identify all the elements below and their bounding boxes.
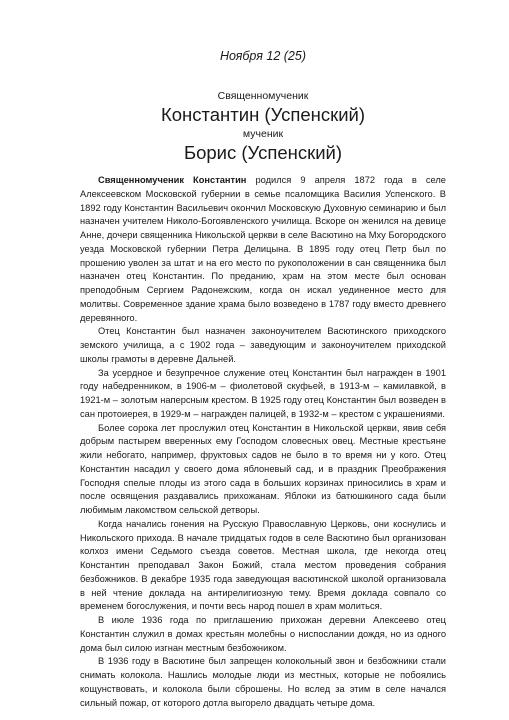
paragraph: В 1936 году в Васютине был запрещен колокольный звон и безбожники стали снимать колокола. Нашлись молодые люди из местных, которые не побоялись кощунствовать, и колокола были сброшены. Но вслед за этим в селе начался сильный пожар, от которого дотла выгорело двадцать четыре дома. <box>80 656 446 708</box>
paragraph: Когда начались гонения на Русскую Православную Церковь, они коснулись и Никольского прихода. В начале тридцатых годов в селе Васютино был организован колхоз имени Седьмого съезда советов. Местная школа, где некогда отец Константин преподавал Закон Божий, стала местом проведения собрания безбожников. В декабре 1935 года заведующая васютинской школой организовала в ней чтение доклада на антирелигиозную тему. Время доклада совпало со временем богослужения, и почти весь народ пошел в храм молиться. <box>80 518 446 612</box>
feast-date: Ноября 12 (25) <box>220 49 306 63</box>
saint-rank-2: мученик <box>242 128 284 140</box>
paragraph: В июле 1936 года по приглашению прихожан деревни Алексеево отец Константин служил в домах крестьян молебны о ниспослании дождя, но из одного дома был силою изгнан местным безбожником. <box>80 615 446 653</box>
paragraph: Более сорока лет прослужил отец Константин в Никольской церкви, явив себя добрым пастырем вверенных ему Господом словесных овец. Местные крестьяне жили небогато, например, фруктовых садов не было в то время ни у кого. Отец Константин насадил у своего дома яблоневый сад, и в праздник Преображения Господня спелые плоды из этого сада в больших корзинах приносились в храм и после освящения раздавались прихожанам. Яблоки из батюшкиного сада были любимым лакомством сельской детворы. <box>80 422 446 515</box>
paragraph <box>80 174 446 325</box>
article-body <box>80 174 446 710</box>
saint-name-2: Борис (Успенский) <box>183 142 343 163</box>
saint-rank-1: Священномученик <box>217 90 309 102</box>
lead-phrase: Священномученик Константин <box>98 175 247 185</box>
paragraph: Отец Константин был назначен законоучителем Васютинского приходского земского училища, а с 1902 года – заведующим и законоучителем приходской школы грамоты в деревне Дальней. <box>80 326 446 364</box>
paragraph-text: родился 9 апреля 1872 года в селе Алексеевском Московской губернии в семье псаломщика Василия Успенского. В 1892 году Константин Васильевич окончил Московскую Духовную семинарию и был назначен учителем Николо-Богоявленского училища. Вскоре он женился на девице Анне, дочери священника Никольской церкви в селе Васютино на Мху Богородского уезда Московской губернии Петра Делицына. В 1895 году отец Петр был по прошению уволен за штат и на его место по рукоположении в сан священника был назначен отец Константин. По преданию, храм на этом месте был основан преподобным Сергием Радонежским, когда он искал уединенное место для молитвы. Современное здание храма было возведено в 1787 году вместо древнего деревянного. <box>80 175 446 323</box>
saint-name-1: Константин (Успенский) <box>160 104 366 125</box>
paragraph: За усердное и безупречное служение отец Константин был награжден в 1901 году набедренником, в 1906-м – фиолетовой скуфьей, в 1913-м – камилавкой, в 1921-м – золотым наперсным крестом. В 1925 году отец Константин был возведен в сан протоиерея, в 1929-м – награжден палицей, в 1932-м – крестом с украшениями. <box>80 367 446 419</box>
